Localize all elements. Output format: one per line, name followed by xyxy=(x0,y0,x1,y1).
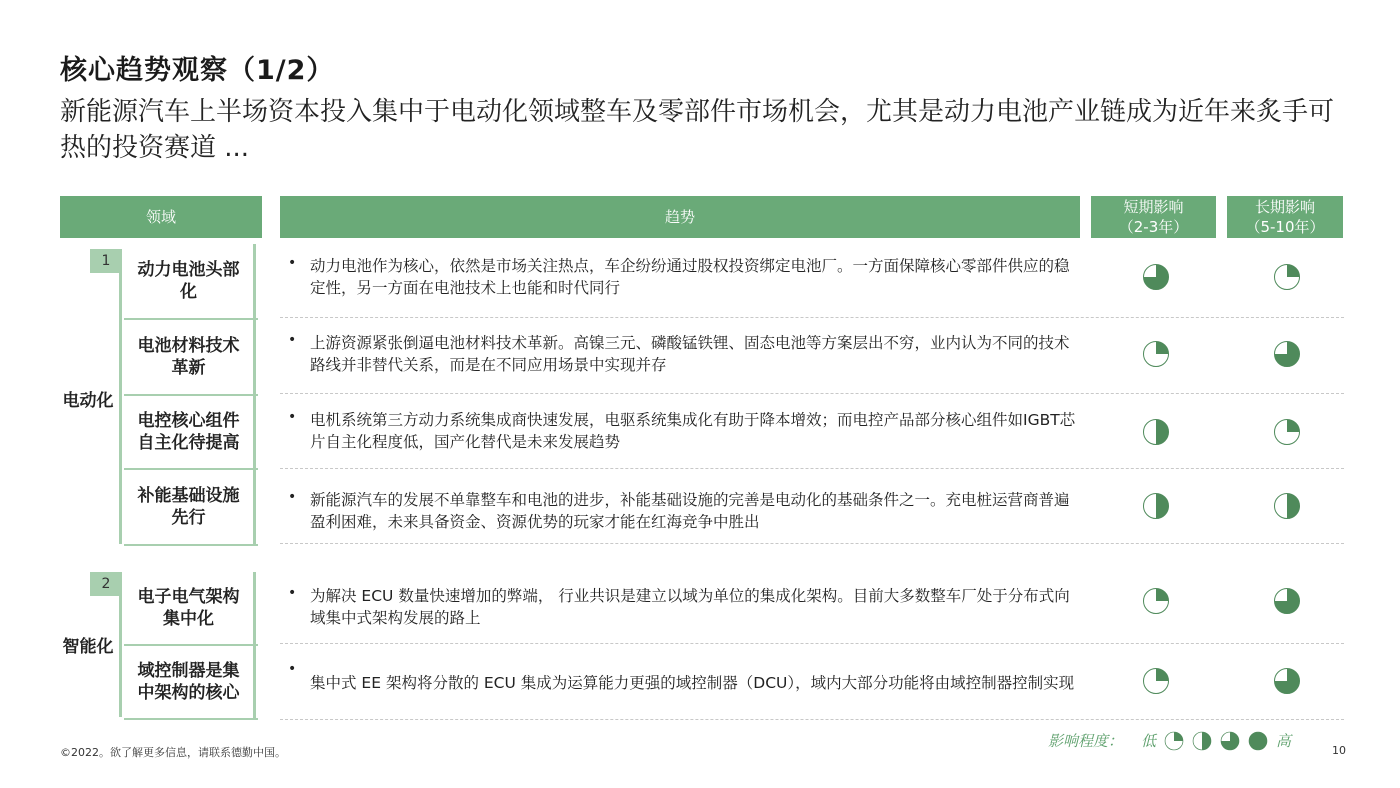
field-domain-controller: 域控制器是集中架构的核心 xyxy=(124,646,256,718)
field-separator xyxy=(124,468,258,470)
trend-text: 集中式 EE 架构将分散的 ECU 集成为运算能力更强的域控制器（DCU），域内大部分功能将由域控制器控制实现 xyxy=(310,674,1075,692)
trend-row xyxy=(288,658,1078,708)
short-term-impact-icon xyxy=(1142,587,1170,615)
group-label-intelligence: 智能化 xyxy=(62,637,114,657)
field-separator xyxy=(124,644,258,646)
row-separator xyxy=(280,317,1344,318)
legend-full-icon xyxy=(1248,731,1268,751)
header-field-label: 领域 xyxy=(145,208,176,226)
page-subtitle: 新能源汽车上半场资本投入集中于电动化领域整车及零部件市场机会，尤其是动力电池产业链成为近年来炙手可热的投资赛道 ... xyxy=(60,97,1335,163)
trend-text: 上游资源紧张倒逼电池材料技术革新。高镍三元、磷酸锰铁锂、固态电池等方案层出不穷，业内认为不同的技术路线并非替代关系，而是在不同应用场景中实现并存 xyxy=(310,334,1070,374)
legend-half-icon xyxy=(1192,731,1212,751)
trend-row xyxy=(288,582,1078,632)
header-long-term-range: （5-10年） xyxy=(1245,218,1325,236)
header-trend xyxy=(280,196,1080,238)
legend-high: 高 xyxy=(1276,732,1292,750)
short-term-impact-icon xyxy=(1142,492,1170,520)
field-battery-material: 电池材料技术革新 xyxy=(124,320,256,394)
trend-text: 为解决 ECU 数量快速增加的弊端， 行业共识是建立以域为单位的集成化架构。目前大多数整车厂处于分布式向域集中式架构发展的路上 xyxy=(310,587,1070,627)
row-separator xyxy=(280,543,1344,544)
group-label-electrification: 电动化 xyxy=(62,391,114,411)
legend-label: 影响程度： xyxy=(1048,732,1124,750)
long-term-impact-icon xyxy=(1273,263,1301,291)
header-field xyxy=(60,196,262,238)
bullet-icon: • xyxy=(288,255,297,271)
bullet-icon: • xyxy=(288,489,297,505)
long-term-impact-icon xyxy=(1273,667,1301,695)
field-ee-architecture: 电子电气架构集中化 xyxy=(124,572,256,644)
trend-text: 新能源汽车的发展不单靠整车和电池的进步，补能基础设施的完善是电动化的基础条件之一。充电桩运营商普遍盈利困难，未来具备资金、资源优势的玩家才能在红海竞争中胜出 xyxy=(310,491,1070,531)
row-separator xyxy=(280,468,1344,469)
page-title: 核心趋势观察（1/2） xyxy=(60,55,335,86)
group-number-2: 2 xyxy=(90,572,122,596)
trend-text: 动力电池作为核心，依然是市场关注热点，车企纷纷通过股权投资绑定电池厂。一方面保障核心零部件供应的稳定性，另一方面在电池技术上也能和时代同行 xyxy=(310,257,1070,297)
footer-copyright: ©2022。欲了解更多信息，请联系德勤中国。 xyxy=(60,746,286,759)
header-trend-label: 趋势 xyxy=(664,208,695,226)
long-term-impact-icon xyxy=(1273,587,1301,615)
long-term-impact-icon xyxy=(1273,340,1301,368)
trend-text: 电机系统第三方动力系统集成商快速发展，电驱系统集成化有助于降本增效；而电控产品部分核心组件如IGBT芯片自主化程度低，国产化替代是未来发展趋势 xyxy=(310,411,1076,451)
short-term-impact-icon xyxy=(1142,418,1170,446)
long-term-impact-icon xyxy=(1273,418,1301,446)
short-term-impact-icon xyxy=(1142,667,1170,695)
field-separator xyxy=(124,718,258,720)
trend-row xyxy=(288,329,1078,379)
trend-row xyxy=(288,406,1078,456)
short-term-impact-icon xyxy=(1142,263,1170,291)
legend-quarter-icon xyxy=(1164,731,1184,751)
long-term-impact-icon xyxy=(1273,492,1301,520)
header-short-term xyxy=(1091,196,1216,238)
header-long-term-label: 长期影响 xyxy=(1254,198,1315,216)
bullet-icon: • xyxy=(288,585,297,601)
field-battery-consolidation: 动力电池头部化 xyxy=(124,244,256,318)
page-number: 10 xyxy=(1332,744,1346,757)
bullet-icon: • xyxy=(288,661,297,677)
header-short-term-label: 短期影响 xyxy=(1123,198,1184,216)
row-separator xyxy=(280,719,1344,720)
row-separator xyxy=(280,393,1344,394)
field-separator xyxy=(124,544,258,546)
group-number-1: 1 xyxy=(90,249,122,273)
legend-low: 低 xyxy=(1141,732,1157,750)
legend-three-quarter-icon xyxy=(1220,731,1240,751)
bullet-icon: • xyxy=(288,409,297,425)
field-separator xyxy=(124,318,258,320)
bullet-icon: • xyxy=(288,332,297,348)
header-long-term xyxy=(1227,196,1343,238)
header-short-term-range: （2-3年） xyxy=(1118,218,1189,236)
row-separator xyxy=(280,643,1344,644)
field-charging-infrastructure: 补能基础设施先行 xyxy=(124,470,256,544)
field-separator xyxy=(124,394,258,396)
trend-row xyxy=(288,252,1078,302)
short-term-impact-icon xyxy=(1142,340,1170,368)
trend-row xyxy=(288,486,1078,536)
field-ecu-localization: 电控核心组件自主化待提高 xyxy=(124,396,256,468)
impact-legend xyxy=(1048,730,1291,751)
